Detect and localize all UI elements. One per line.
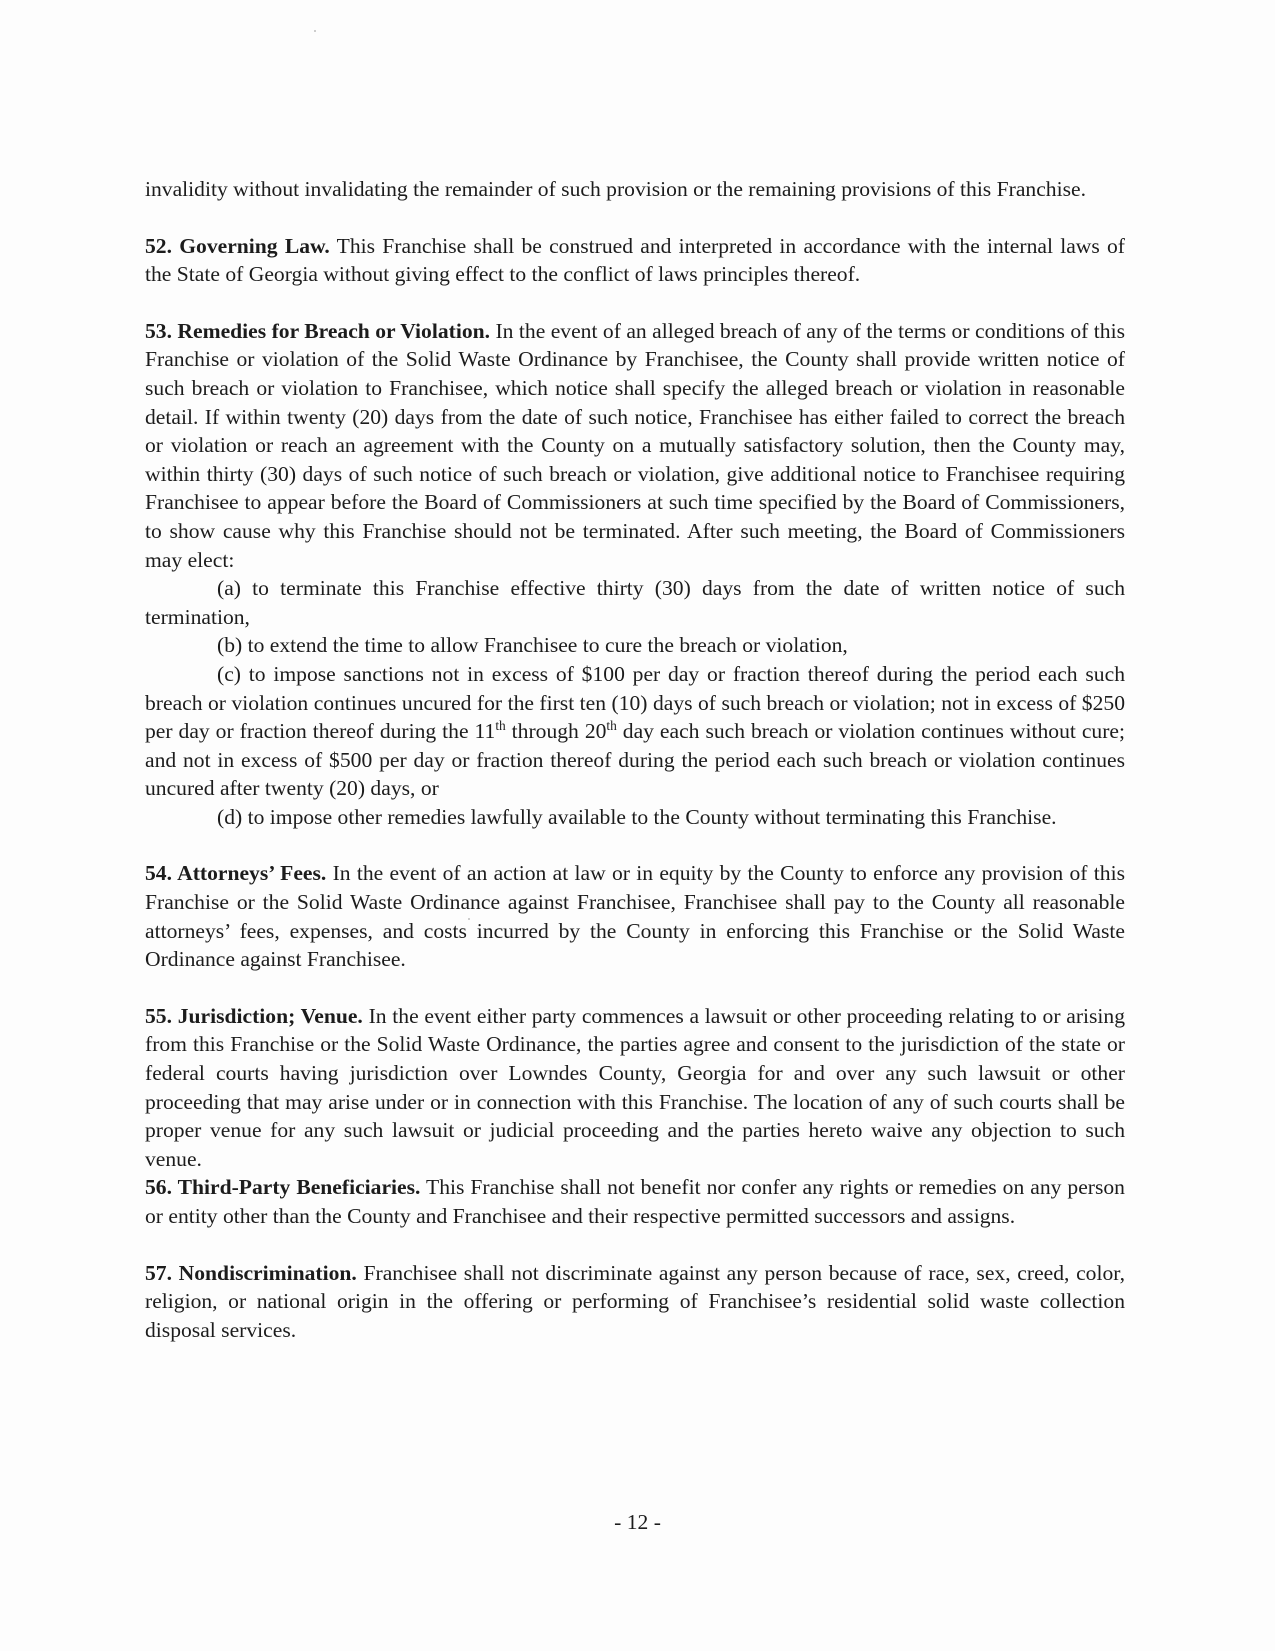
section-body: In the event of an action at law or in equity by the County to enforce any provision of this Franchise or the Solid Waste Ordinance against Franchisee, Franchisee shall pay to the County all reasonable attorneys’ fees, expenses, and costs incurred by the County in enforcing this Franchise or the Solid Waste Ordinance against Franchisee.	[145, 861, 1125, 972]
list-item-c	[145, 660, 1125, 803]
section-body: Franchisee shall not discriminate against any person because of race, sex, creed, color, religion, or national origin in the offering or performing of Franchisee’s residential solid waste collection disposal services.	[145, 1260, 1125, 1342]
list-item-b: (b) to extend the time to allow Franchisee to cure the breach or violation,	[217, 633, 848, 658]
document-body	[145, 175, 1125, 1344]
list-item-text: through 20	[505, 719, 607, 744]
section-body: In the event of an alleged breach of any of the terms or conditions of this Franchise or violation of the Solid Waste Ordinance by Franchisee, the County shall provide written notice of such breach or violation to Franchisee, which notice shall specify the alleged breach or violation in reasonable detail. If within twenty (20) days from the date of such notice, Franchisee has either failed to correct the breach or violation or reach an agreement with the County on a mutually satisfactory solution, then the County may, within thirty (30) days of such notice of such breach or violation, give additional notice to Franchisee requiring Franchisee to appear before the Board of Commissioners at such time specified by the Board of Commissioners, to show cause why this Franchise should not be terminated. After such meeting, the Board of Commissioners may elect:	[145, 318, 1125, 572]
section-body: This Franchise shall be construed and interpreted in accordance with the internal laws of the State of Georgia without giving effect to the conflict of laws principles thereof.	[145, 233, 1125, 287]
section-52	[145, 232, 1125, 289]
section-54	[145, 859, 1125, 973]
section-heading: 57. Nondiscrimination.	[145, 1260, 357, 1285]
section-heading: 55. Jurisdiction; Venue.	[145, 1003, 363, 1028]
section-heading: 54. Attorneys’ Fees.	[145, 861, 327, 886]
page-number: - 12 -	[614, 1510, 661, 1534]
ordinal-suffix: th	[495, 717, 506, 733]
section-body: In the event either party commences a lawsuit or other proceeding relating to or arising from this Franchise or the Solid Waste Ordinance, the parties agree and consent to the jurisdiction of the state or federal courts having jurisdiction over Lowndes County, Georgia for and over any such lawsuit or other proceeding that may arise under or in connection with this Franchise. The location of any of such courts shall be proper venue for any such lawsuit or judicial proceeding and the parties hereto waive any objection to such venue.	[145, 1003, 1126, 1171]
list-item-text: day each such breach or violation continues without cure; and not in excess of $500 per day or fraction thereof during the period each such breach or violation continues uncured after twenty (20) days, or	[145, 719, 1125, 801]
section-body: This Franchise shall not benefit nor confer any rights or remedies on any person or entity other than the County and Franchisee and their respective permitted successors and assigns.	[145, 1175, 1125, 1228]
section-heading: 52. Governing Law.	[145, 233, 330, 258]
section-57	[145, 1259, 1125, 1345]
ordinal-suffix: th	[606, 717, 617, 733]
section-56	[145, 1173, 1125, 1230]
section-53	[145, 317, 1125, 574]
paragraph-continuation: invalidity without invalidating the remainder of such provision or the remaining provisions of this Franchise.	[145, 177, 1086, 201]
list-item-text: (c) to impose sanctions not in excess of $100 per day or fraction thereof during the period each such breach or violation continues uncured for the first ten (10) days of such breach or violation; not in excess of $250 per day or fraction thereof during the 11	[145, 661, 1125, 744]
list-item-a: (a) to terminate this Franchise effective thirty (30) days from the date of written notice of such termination,	[145, 576, 1125, 629]
list-item-d: (d) to impose other remedies lawfully available to the County without terminating this Franchise.	[217, 804, 1057, 829]
section-heading: 53. Remedies for Breach or Violation.	[145, 318, 491, 343]
section-55	[145, 1002, 1125, 1174]
section-heading: 56. Third-Party Beneficiaries.	[145, 1175, 421, 1200]
scan-speck	[314, 30, 316, 32]
